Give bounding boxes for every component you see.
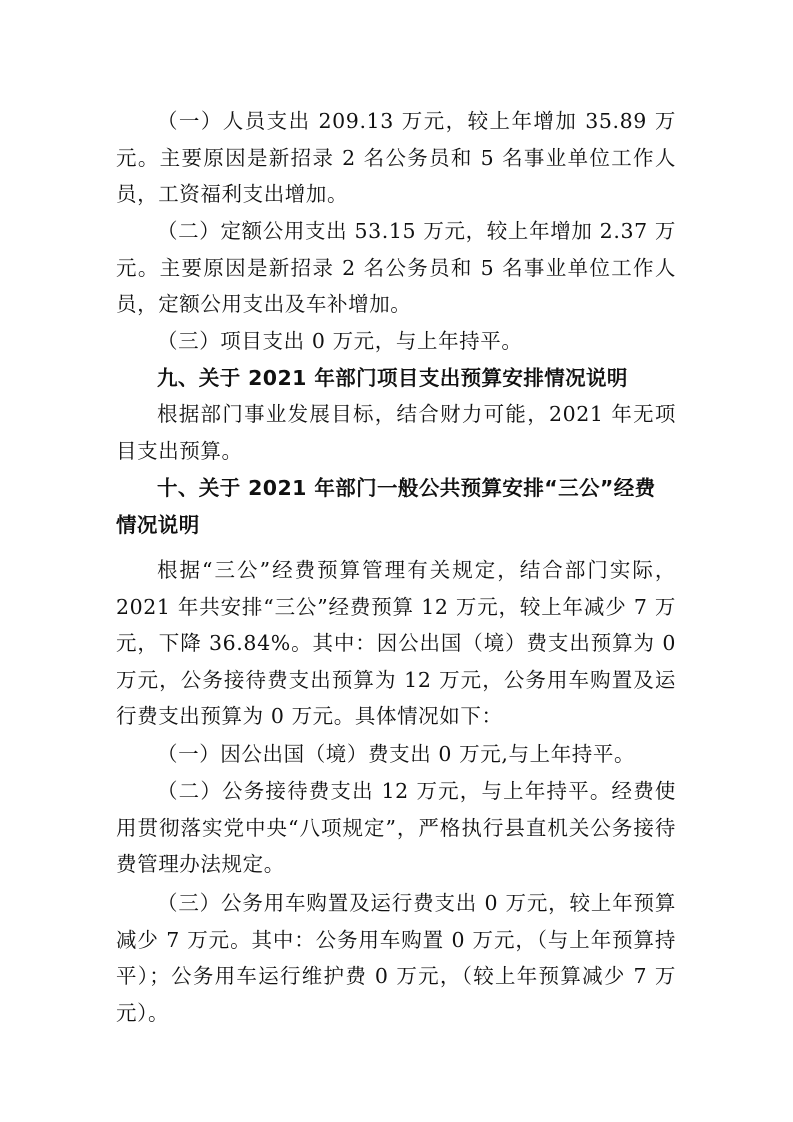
paragraph-personnel-expenditure: （一）人员支出 209.13 万元，较上年增加 35.89 万元。主要原因是新招录 2 名公务员和 5 名事业单位工作人员，工资福利支出增加。	[116, 109, 676, 206]
paragraph-no-project-budget: 根据部门事业发展目标，结合财力可能，2021 年无项目支出预算。	[116, 402, 676, 463]
paragraph-official-reception: （二）公务接待费支出 12 万元，与上年持平。经费使用贯彻落实党中央“八项规定”，严格执行县直机关公务接待费管理办法规定。	[116, 779, 676, 876]
section-heading-9: 九、关于 2021 年部门项目支出预算安排情况说明	[157, 366, 628, 390]
section-heading-10-line2: 情况说明	[116, 512, 200, 537]
paragraph-three-public-overview: 根据“三公”经费预算管理有关规定，结合部门实际，2021 年共安排“三公”经费预算 12 万元，较上年减少 7 万元，下降 36.84%。其中：因公出国（境）费支出预算为 0 万元，公务接待费支出预算为 12 万元，公务用车购置及运行费支出预算为 0 万元。具体情况如下：	[116, 558, 676, 728]
paragraph-public-expenditure: （二）定额公用支出 53.15 万元，较上年增加 2.37 万元。主要原因是新招录 2 名公务员和 5 名事业单位工作人员，定额公用支出及车补增加。	[116, 219, 676, 316]
section-heading-10	[116, 470, 676, 543]
section-heading-10-line1: 十、关于 2021 年部门一般公共预算安排“三公”经费	[157, 476, 656, 500]
paragraph-overseas-travel: （一）因公出国（境）费支出 0 万元,与上年持平。	[157, 742, 636, 766]
paragraph-project-expenditure: （三）项目支出 0 万元，与上年持平。	[157, 329, 523, 353]
paragraph-official-vehicles: （三）公务用车购置及运行费支出 0 万元，较上年预算减少 7 万元。其中：公务用车购置 0 万元，（与上年预算持平）；公务用车运行维护费 0 万元，（较上年预算减少 7 万元）。	[116, 891, 676, 1025]
